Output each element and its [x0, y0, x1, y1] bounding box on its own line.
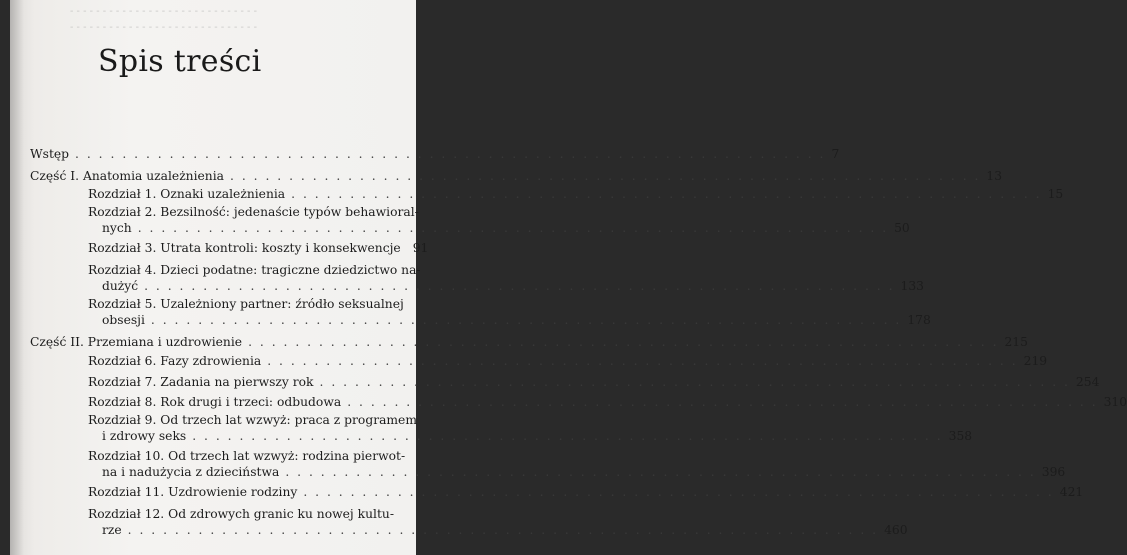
- toc-entry-part-2: [30, 334, 1028, 350]
- entry-label: nych: [102, 221, 132, 235]
- leader-dots: [144, 278, 894, 294]
- leader-dots: [138, 220, 888, 236]
- page-title: Spis treści: [98, 44, 262, 79]
- entry-first-line: Rozdział 4. Dzieci podatne: tragiczne dziedzictwo na-: [88, 263, 421, 277]
- entry-page: 178: [907, 313, 931, 327]
- entry-first-line: Rozdział 12. Od zdrowych granic ku nowej kultu-: [88, 507, 394, 521]
- entry-first-line: Rozdział 2. Bezsilność: jedenaście typów behawioral-: [88, 205, 419, 219]
- leader-dots: [291, 186, 1041, 202]
- book-page: [10, 0, 1127, 555]
- leader-dots: [192, 428, 942, 444]
- toc-entry-chapter-1: [88, 186, 1064, 202]
- entry-page: 396: [1041, 465, 1066, 479]
- leader-dots: [347, 394, 1097, 410]
- toc-entry-part-1: [30, 168, 1003, 184]
- entry-label: na i nadużycia z dzieciństwa: [102, 465, 280, 479]
- toc-entry-chapter-6: [88, 353, 1048, 369]
- toc-entry-chapter-10: [88, 448, 1066, 480]
- leader-dots: [151, 312, 901, 328]
- leader-dots: [267, 353, 1017, 369]
- entry-page: 215: [1004, 335, 1028, 349]
- entry-page: 50: [894, 221, 910, 235]
- entry-page: 254: [1075, 375, 1100, 389]
- entry-label: Rozdział 11. Uzdrowienie rodziny: [88, 485, 298, 499]
- entry-page: 91: [412, 241, 429, 255]
- entry-label: Rozdział 8. Rok drugi i trzeci: odbudowa: [88, 395, 342, 409]
- toc-entry-chapter-8: [88, 394, 1127, 410]
- entry-page: 15: [1047, 187, 1064, 201]
- toc-entry-chapter-12: [88, 506, 908, 538]
- entry-first-line: Rozdział 5. Uzależniony partner: źródło seksualnej: [88, 297, 404, 311]
- entry-label: Rozdział 7. Zadania na pierwszy rok: [88, 375, 314, 389]
- entry-label: Rozdział 3. Utrata kontroli: koszty i konsekwencje: [88, 241, 401, 255]
- entry-label: rze: [102, 523, 122, 537]
- table-of-contents: [10, 0, 1127, 555]
- entry-label: dużyć: [102, 279, 139, 293]
- entry-page: 133: [900, 279, 925, 293]
- leader-dots: [230, 168, 980, 184]
- leader-dots: [248, 334, 998, 350]
- entry-label: Część I. Anatomia uzależnienia: [30, 169, 224, 183]
- toc-entry-chapter-2: [88, 204, 910, 236]
- entry-label: Rozdział 6. Fazy zdrowienia: [88, 354, 262, 368]
- leader-dots: [128, 522, 878, 538]
- toc-entry-chapter-3: [88, 240, 429, 256]
- entry-page: 13: [986, 169, 1003, 183]
- entry-page: 219: [1023, 354, 1048, 368]
- toc-entry-chapter-11: [88, 484, 1084, 500]
- entry-page: 310: [1103, 395, 1127, 409]
- toc-entry-chapter-7: [88, 374, 1100, 390]
- entry-label: Rozdział 1. Oznaki uzależnienia: [88, 187, 286, 201]
- entry-first-line: Rozdział 9. Od trzech lat wzwyż: praca z programem: [88, 413, 417, 427]
- bleed-through-text: - - - - - - - - - - - - - - - - - - - - - - - - - - - - -: [70, 22, 257, 33]
- entry-page: 358: [948, 429, 973, 443]
- entry-label: obsesji: [102, 313, 145, 327]
- toc-entry-chapter-4: [88, 262, 925, 294]
- leader-dots: [303, 484, 1053, 500]
- entry-page: 421: [1059, 485, 1084, 499]
- entry-first-line: Rozdział 10. Od trzech lat wzwyż: rodzina pierwot-: [88, 449, 406, 463]
- entry-page: 460: [884, 523, 908, 537]
- leader-dots: [75, 146, 825, 162]
- entry-label: i zdrowy seks: [102, 429, 187, 443]
- leader-dots: [320, 374, 1070, 390]
- entry-label: Wstęp: [30, 147, 70, 161]
- toc-entry-intro: [30, 146, 840, 162]
- toc-entry-chapter-5: [88, 296, 931, 328]
- entry-page: 7: [831, 147, 840, 161]
- entry-label: Część II. Przemiana i uzdrowienie: [30, 335, 243, 349]
- leader-dots: [285, 464, 1035, 480]
- bleed-through-text: - - - - - - - - - - - - - - - - - - - - - - - - - - - - -: [70, 6, 257, 17]
- toc-entry-chapter-9: [88, 412, 973, 444]
